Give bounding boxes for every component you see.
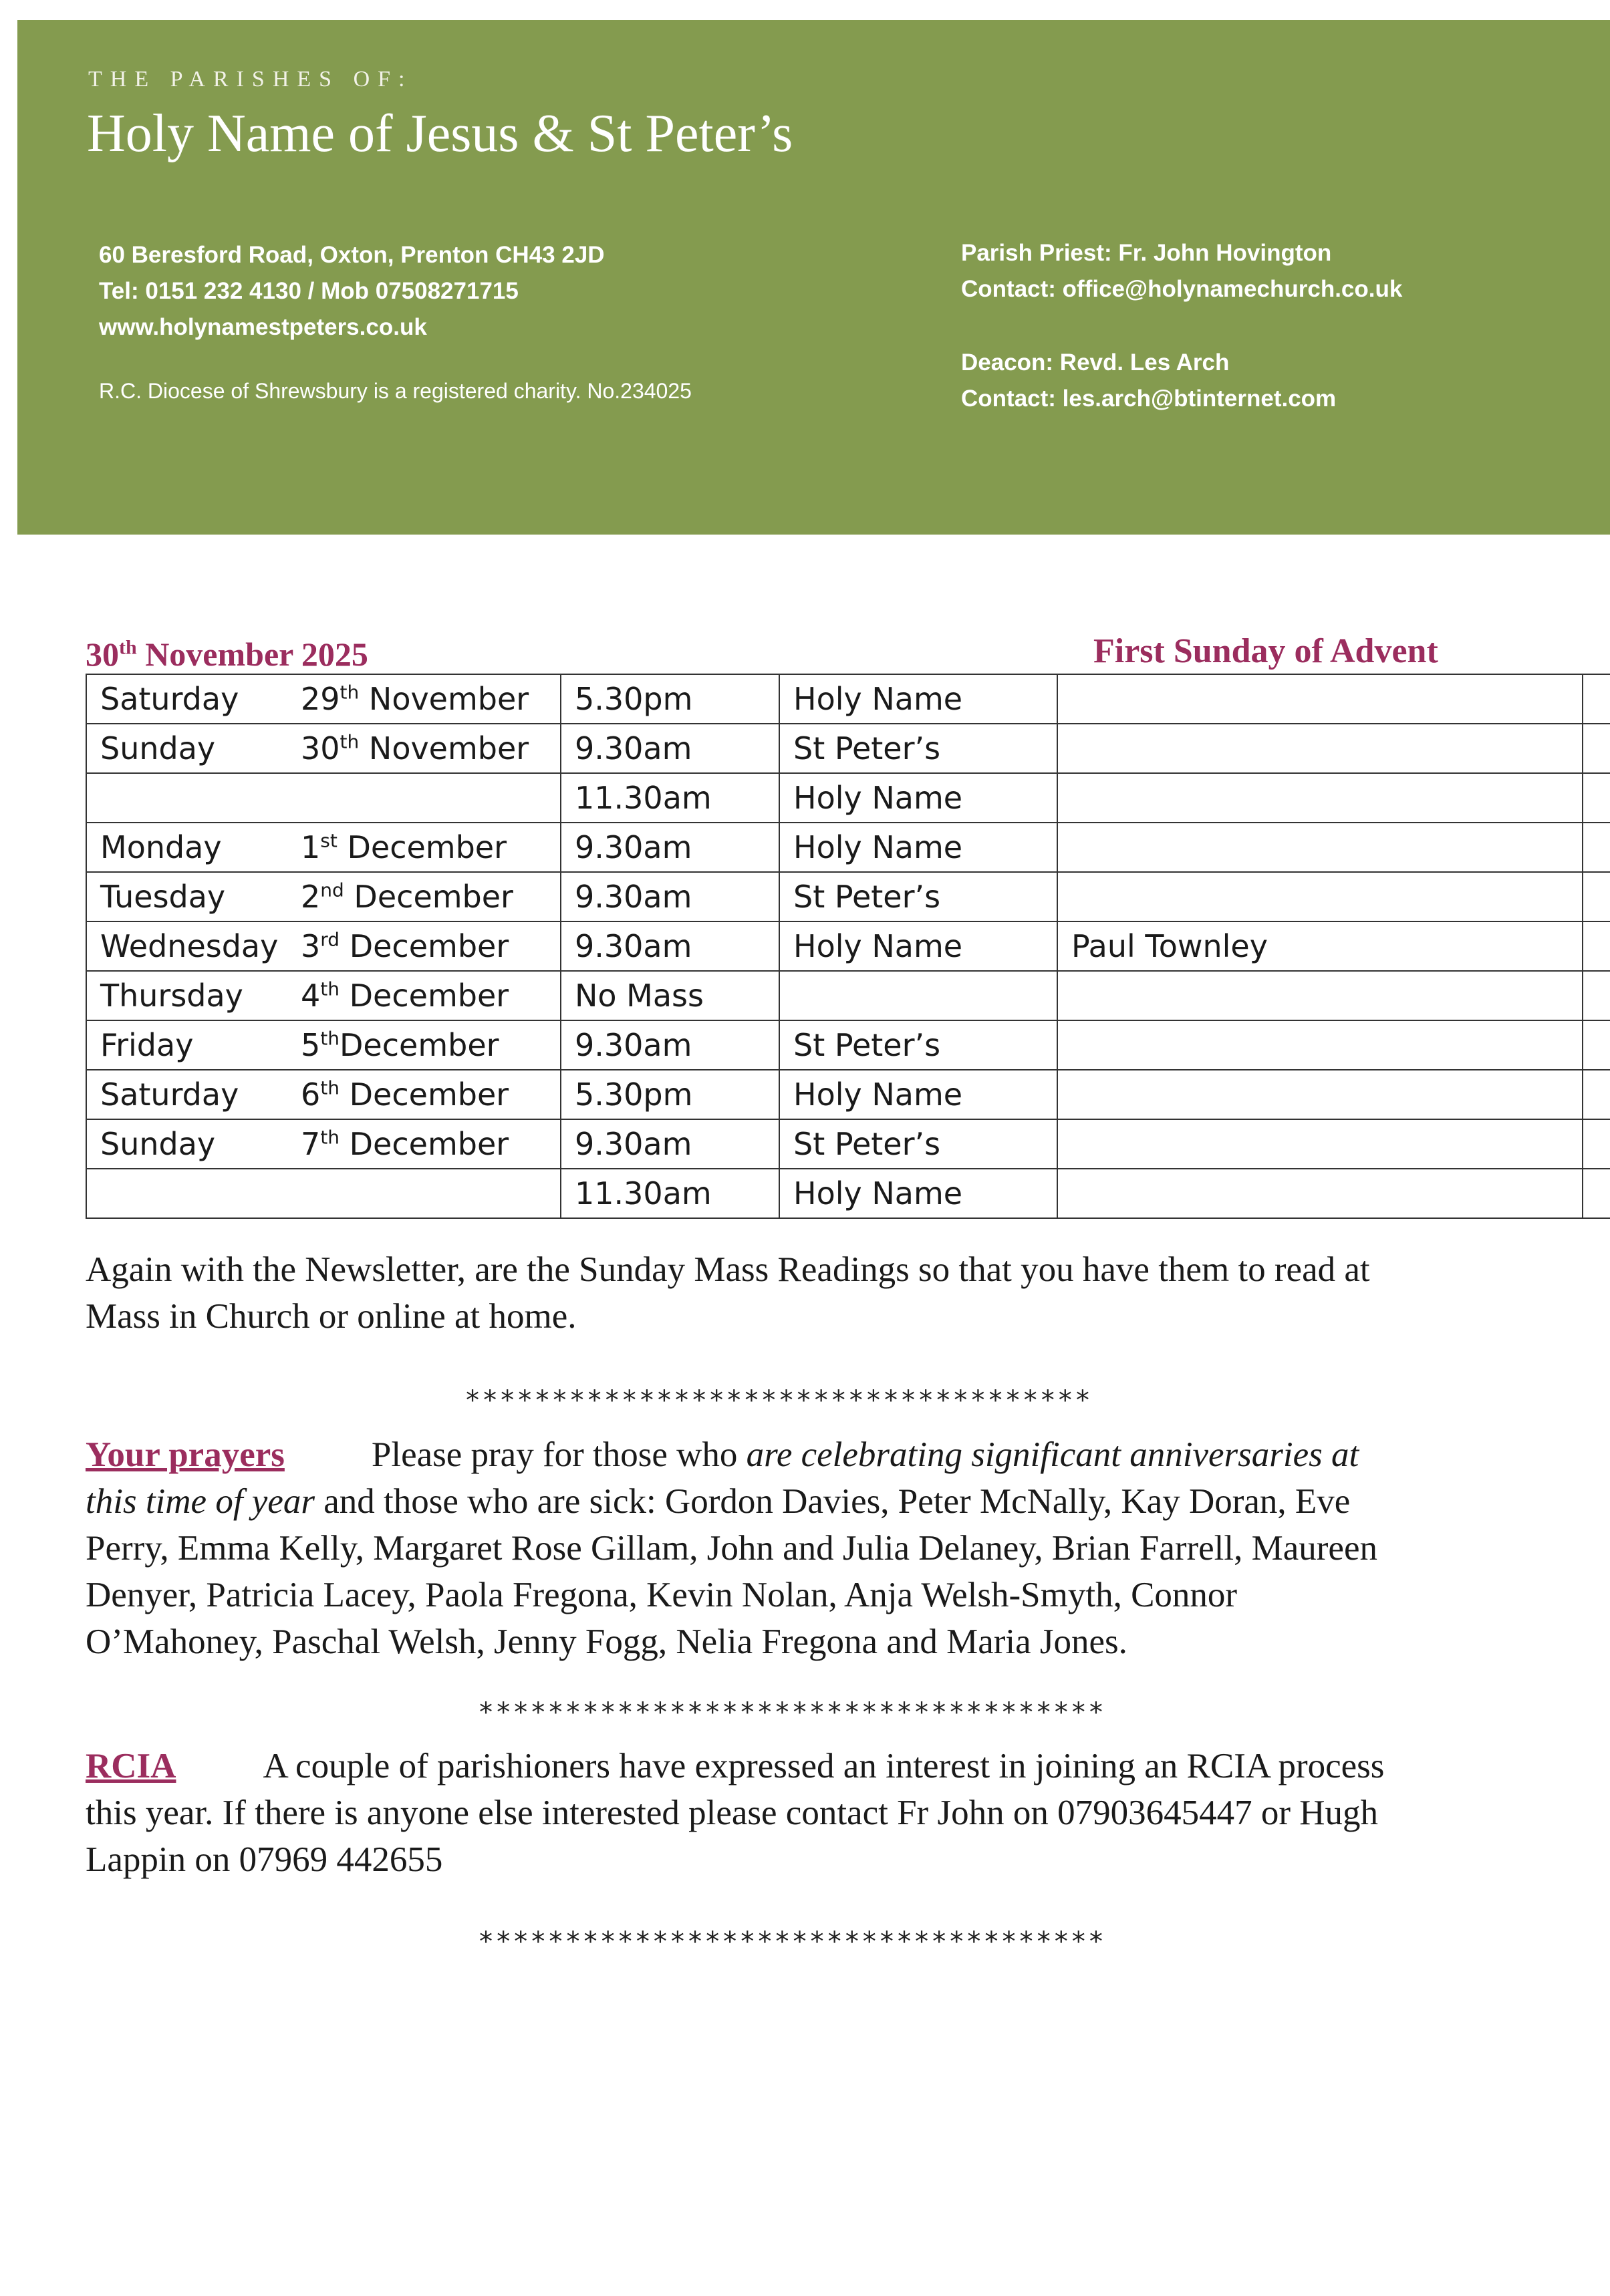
schedule-row	[86, 1169, 1610, 1218]
charity-note: R.C. Diocese of Shrewsbury is a registered charity. No.234025	[99, 379, 692, 403]
schedule-extra-cell	[1583, 1119, 1610, 1169]
schedule-row	[86, 823, 1610, 872]
schedule-church: Holy Name	[779, 1169, 1057, 1218]
schedule-church: Holy Name	[779, 674, 1057, 724]
schedule-extra-cell	[1583, 1070, 1610, 1119]
schedule-time: 5.30pm	[561, 674, 779, 724]
schedule-church: St Peter’s	[779, 1020, 1057, 1070]
schedule-intention	[1057, 1020, 1583, 1070]
schedule-row	[86, 724, 1610, 773]
schedule-intention	[1057, 1070, 1583, 1119]
schedule-time: 9.30am	[561, 1119, 779, 1169]
schedule-date: Wednesday 3rd December	[86, 921, 561, 971]
schedule-church: St Peter’s	[779, 1119, 1057, 1169]
schedule-date	[86, 773, 561, 823]
schedule-intention	[1057, 823, 1583, 872]
schedule-intention	[1057, 724, 1583, 773]
schedule-time: 9.30am	[561, 921, 779, 971]
parish-header	[17, 20, 1610, 535]
schedule-extra-cell	[1583, 773, 1610, 823]
week-date-heading: 30th November 2025	[86, 635, 368, 673]
schedule-church	[779, 971, 1057, 1020]
schedule-church: Holy Name	[779, 823, 1057, 872]
deacon: Deacon: Revd. Les Arch	[961, 349, 1230, 376]
schedule-time: 11.30am	[561, 773, 779, 823]
clergy-block	[961, 235, 1402, 417]
separator: ************************************	[478, 1926, 1105, 1957]
schedule-extra-cell	[1583, 1020, 1610, 1070]
liturgical-occasion: First Sunday of Advent	[1093, 632, 1438, 670]
schedule-intention	[1057, 674, 1583, 724]
schedule-row	[86, 1070, 1610, 1119]
schedule-church: Holy Name	[779, 921, 1057, 971]
schedule-intention	[1057, 971, 1583, 1020]
schedule-time: 9.30am	[561, 1020, 779, 1070]
schedule-intention	[1057, 872, 1583, 921]
schedule-church: Holy Name	[779, 1070, 1057, 1119]
parish-address-block	[99, 237, 692, 404]
parish-website[interactable]: www.holynamestpeters.co.uk	[99, 314, 427, 340]
schedule-extra-cell	[1583, 674, 1610, 724]
schedule-date: Friday 5thDecember	[86, 1020, 561, 1070]
schedule-row	[86, 773, 1610, 823]
readings-note: Again with the Newsletter, are the Sunday Mass Readings so that you have them to read at Mass in Church or online at home.	[86, 1250, 1370, 1336]
schedule-time: No Mass	[561, 971, 779, 1020]
schedule-extra-cell	[1583, 823, 1610, 872]
schedule-extra-cell	[1583, 872, 1610, 921]
schedule-date: Saturday 6th December	[86, 1070, 561, 1119]
schedule-intention	[1057, 1169, 1583, 1218]
schedule-time: 9.30am	[561, 823, 779, 872]
schedule-intention	[1057, 773, 1583, 823]
rcia-section: RCIA A couple of parishioners have expressed an interest in joining an RCIA process this year. If there is anyone else interested please contact Fr John on 07903645447 or Hugh Lappin on 07969 442655	[86, 1747, 1385, 1879]
schedule-intention: Paul Townley	[1057, 921, 1583, 971]
schedule-date	[86, 1169, 561, 1218]
parishes-kicker: THE PARISHES OF:	[88, 67, 413, 92]
schedule-row	[86, 1020, 1610, 1070]
schedule-intention	[1057, 1119, 1583, 1169]
parish-title: Holy Name of Jesus & St Peter’s	[87, 104, 793, 163]
separator: ************************************	[478, 1697, 1105, 1728]
schedule-church: St Peter’s	[779, 724, 1057, 773]
prayers-heading: Your prayers	[86, 1435, 285, 1474]
schedule-row	[86, 1119, 1610, 1169]
mass-schedule-table	[86, 674, 1610, 1219]
schedule-row	[86, 674, 1610, 724]
parish-address: 60 Beresford Road, Oxton, Prenton CH43 2JD	[99, 242, 605, 268]
parish-priest: Parish Priest: Fr. John Hovington	[961, 240, 1332, 266]
schedule-extra-cell	[1583, 971, 1610, 1020]
schedule-date: Sunday 7th December	[86, 1119, 561, 1169]
schedule-date: Sunday 30th November	[86, 724, 561, 773]
schedule-time: 9.30am	[561, 724, 779, 773]
schedule-date: Saturday 29th November	[86, 674, 561, 724]
priest-contact[interactable]: Contact: office@holynamechurch.co.uk	[961, 276, 1403, 302]
schedule-time: 9.30am	[561, 872, 779, 921]
separator: ************************************	[464, 1385, 1092, 1416]
deacon-contact[interactable]: Contact: les.arch@btinternet.com	[961, 386, 1337, 412]
prayers-section: Your prayers Please pray for those who are celebrating significant anniversaries at this time of year and those who are sick: Gordon Davies, Peter McNally, Kay Doran, Eve Perry, Emma Kelly, Margaret Rose Gillam, John and Julia Delaney, Brian Farrell, Maureen Denyer, Patricia Lacey, Paola Fregona, Kevin Nolan, Anja Welsh-Smyth, Connor O’Mahoney, Paschal Welsh, Jenny Fogg, Nelia Fregona and Maria Jones.	[86, 1435, 1377, 1661]
schedule-row	[86, 921, 1610, 971]
schedule-date: Tuesday 2nd December	[86, 872, 561, 921]
rcia-heading: RCIA	[86, 1747, 176, 1785]
schedule-row	[86, 872, 1610, 921]
schedule-row	[86, 971, 1610, 1020]
schedule-extra-cell	[1583, 724, 1610, 773]
schedule-extra-cell	[1583, 1169, 1610, 1218]
schedule-date: Thursday 4th December	[86, 971, 561, 1020]
schedule-date: Monday 1st December	[86, 823, 561, 872]
parish-phone: Tel: 0151 232 4130 / Mob 07508271715	[99, 278, 519, 304]
schedule-time: 5.30pm	[561, 1070, 779, 1119]
schedule-time: 11.30am	[561, 1169, 779, 1218]
schedule-church: Holy Name	[779, 773, 1057, 823]
schedule-extra-cell	[1583, 921, 1610, 971]
schedule-church: St Peter’s	[779, 872, 1057, 921]
